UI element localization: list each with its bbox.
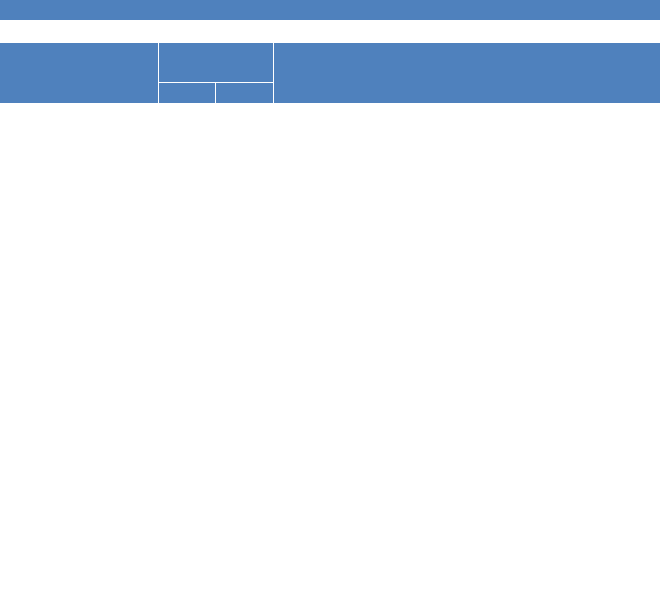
header-from	[159, 83, 215, 103]
header-areas	[274, 43, 660, 103]
sheet-title	[0, 0, 660, 20]
header-hours	[159, 43, 273, 82]
header-to	[216, 83, 273, 103]
sheet-subtitle	[0, 21, 660, 42]
header-region	[0, 43, 158, 103]
